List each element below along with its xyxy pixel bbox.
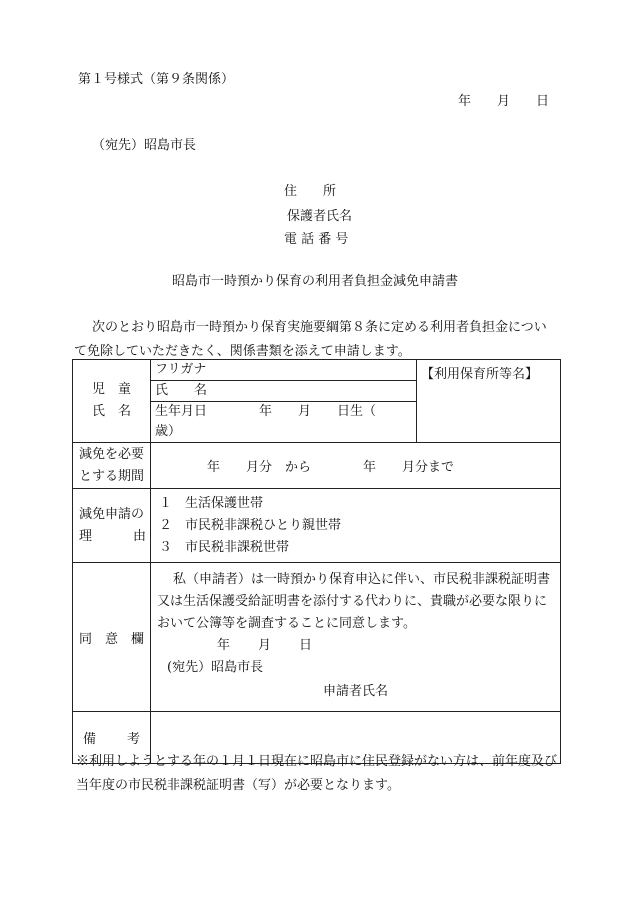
consent-label: 同 意 欄 (73, 563, 151, 712)
child-name-label (73, 360, 151, 443)
reason-option-3[interactable]: ３ 市民税非課税世帯 (159, 539, 290, 555)
consent-month: 月 (258, 638, 272, 653)
child-label-top: 児 童 (91, 382, 131, 397)
date-year: 年 (458, 94, 472, 109)
reason-option-2[interactable]: ２ 市民税非課税ひとり親世帯 (159, 517, 342, 533)
application-table (72, 359, 561, 764)
date-day: 日 (536, 94, 550, 109)
period-field[interactable]: 年 月分 から 年 月分まで (151, 443, 561, 489)
intro-paragraph: 次のとおり昭島市一時預かり保育実施要綱第８条に定める利用者負担金について免除していただきたく、関係書類を添えて申請します。 (74, 320, 547, 359)
reason-label-2: 理由 (79, 528, 146, 544)
period-label (73, 443, 151, 489)
child-label-bottom: 氏 名 (91, 404, 131, 419)
form-number: 第１号様式（第９条関係） (78, 72, 235, 87)
consent-date[interactable] (217, 635, 554, 657)
phone-label: 電 話 番 号 (284, 232, 349, 247)
consent-day: 日 (299, 638, 313, 653)
consent-text: 私（申請者）は一時預かり保育申込に伴い、市民税非課税証明書又は生活保護受給証明書を添付する代わりに、貴職が必要な限りにおいて公簿等を調査することに同意します。 (157, 572, 551, 631)
applicant-signature[interactable]: 申請者氏名 (323, 684, 389, 699)
facility-name-field[interactable]: 【利用保育所等名】 (417, 360, 561, 443)
remarks-label: 備考 (73, 712, 151, 764)
reason-option-1[interactable]: １ 生活保護世帯 (159, 495, 264, 511)
period-label-1: 減免を必要 (78, 446, 144, 462)
date-month: 月 (497, 94, 511, 109)
consent-section (151, 563, 561, 712)
guardian-name-label: 保護者氏名 (287, 209, 353, 224)
consent-addressee: (宛先）昭島市長 (167, 660, 264, 675)
address-label: 住 所 (284, 184, 337, 199)
birth-date-field[interactable]: 生年月日 年 月 日生（ 歳） (151, 402, 417, 443)
addressee: （宛先）昭島市長 (92, 138, 197, 153)
period-label-2: とする期間 (78, 468, 144, 484)
reason-options (151, 489, 561, 563)
footnote: ※利用しようとする年の１月１日現在に昭島市に住民登録がない方は、前年度及び当年度の市民税非課税証明書（写）が必要となります。 (76, 754, 558, 793)
reason-label (73, 489, 151, 563)
child-name-field[interactable]: 氏 名 (151, 381, 417, 402)
furigana-field[interactable]: フリガナ (151, 360, 417, 381)
reason-label-1: 減免申請の (78, 506, 144, 522)
submission-date (458, 90, 549, 109)
consent-year: 年 (217, 638, 231, 653)
document-title: 昭島市一時預かり保育の利用者負担金減免申請書 (171, 274, 458, 289)
